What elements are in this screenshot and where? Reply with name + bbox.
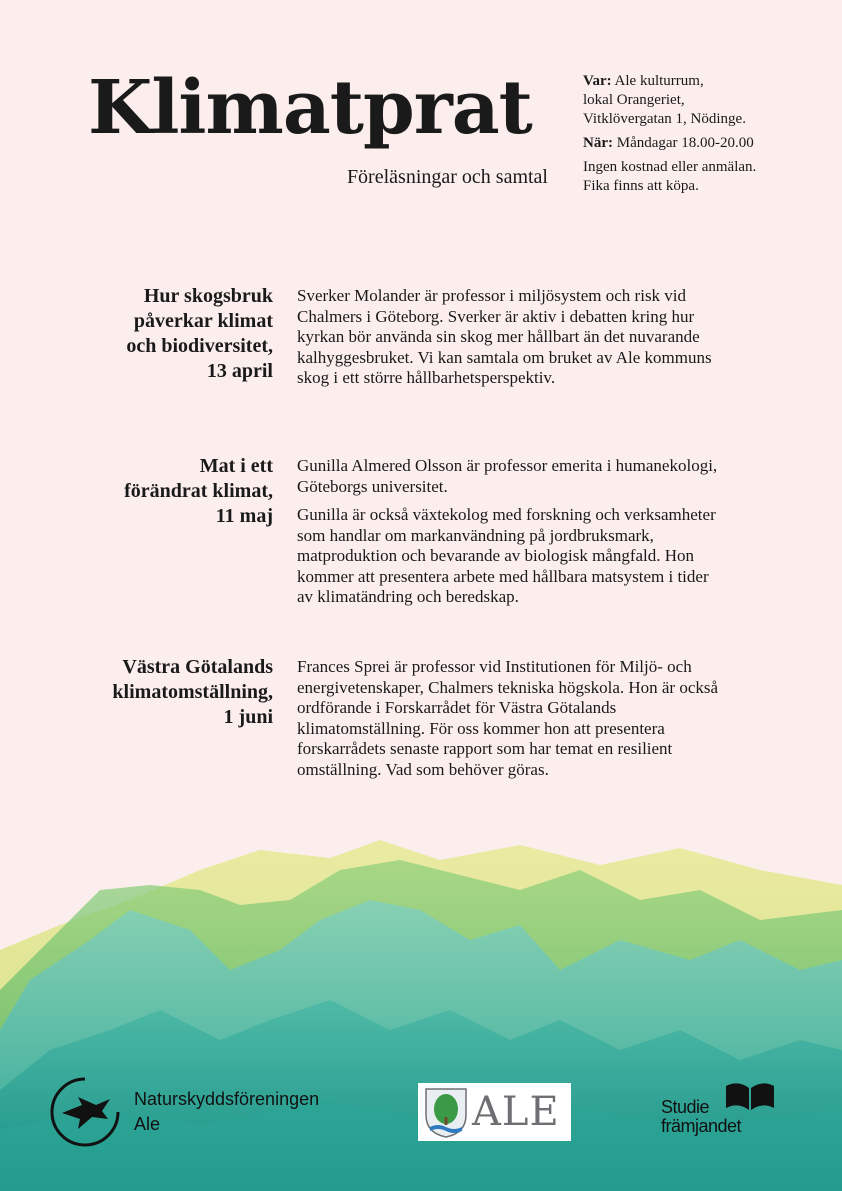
talk-paragraph: Gunilla är också växtekolog med forskning och verksamheter som handlar om markanvändning på jordbruksmark, matproduktion och bevarande av biologisk mångfald. Hon kommer att presentera arbete med hållbara matsystem i tider av klimatändring och beredskap. — [297, 505, 716, 606]
when-label: När: — [583, 135, 613, 151]
ale-crest-icon — [422, 1085, 470, 1139]
event-info — [583, 72, 833, 201]
ale-logo — [418, 1083, 571, 1141]
studiefromjandet-logo — [660, 1082, 780, 1142]
note-line-2: Fika finns att köpa. — [583, 178, 699, 194]
studie-line-2: främjandet — [661, 1116, 742, 1136]
note-block — [583, 158, 833, 196]
where-line-3: Vitklövergatan 1, Nödinge. — [583, 111, 746, 127]
talk-heading-line: 11 maj — [215, 505, 273, 527]
bird-icon — [48, 1075, 122, 1149]
ale-wordmark: ALE — [472, 1089, 560, 1135]
talk-paragraph: Gunilla Almered Olsson är professor emerita i humanekologi, Göteborgs universitet. — [297, 456, 718, 496]
naturskydd-sub: Ale — [134, 1114, 161, 1134]
talk-heading-line: klimatomställning, — [112, 681, 273, 703]
when-block — [583, 134, 833, 153]
where-label: Var: — [583, 73, 612, 89]
where-line-1: Ale kulturrum, — [614, 73, 704, 89]
page-subtitle: Föreläsningar och samtal — [346, 166, 548, 188]
talk-paragraph: Sverker Molander är professor i miljösystem och risk vid Chalmers i Göteborg. Sverker är aktiv i debatten kring hur kyrkan bör använda sin skog mer hållbart än det nuvarande kalhyggesbruket. Vi kan samtala om bruket av Ale kommuns skog i ett större hållbarhetsperspektiv. — [297, 286, 712, 387]
talk-heading-line: och biodiversitet, — [126, 335, 273, 357]
naturskyddsforeningen-logo — [48, 1075, 368, 1150]
talk-heading-line: Hur skogsbruk — [143, 285, 273, 307]
talk-3-heading — [80, 655, 273, 730]
page-title: Klimatprat — [88, 65, 532, 151]
talk-heading-line: påverkar klimat — [133, 310, 273, 332]
talk-2-heading — [80, 454, 273, 529]
talk-heading-line: förändrat klimat, — [124, 480, 273, 502]
talk-3-body — [297, 657, 722, 788]
where-block — [583, 72, 833, 129]
when-value: Måndagar 18.00-20.00 — [616, 135, 754, 151]
talk-heading-line: 1 juni — [223, 706, 273, 728]
naturskydd-name: Naturskyddsföreningen — [134, 1089, 320, 1109]
talk-heading-line: 13 april — [206, 360, 273, 382]
note-line-1: Ingen kostnad eller anmälan. — [583, 159, 757, 175]
talk-heading-line: Mat i ett — [199, 455, 273, 477]
studie-line-1: Studie — [661, 1097, 710, 1117]
where-line-2: lokal Orangeriet, — [583, 92, 685, 108]
talk-2-body — [297, 456, 722, 616]
talk-paragraph: Frances Sprei är professor vid Institutionen för Miljö- och energivetenskaper, Chalmers tekniska högskola. Hon är också ordförande i Forskarrådet för Västra Götalands klimatomställning. För oss kommer hon att presentera forskarrådets senaste rapport som har temat en resilient omställning. Vad som behöver göras. — [297, 657, 719, 779]
talk-1-body — [297, 286, 722, 397]
talk-heading-line: Västra Götalands — [122, 656, 273, 678]
open-book-icon — [724, 1082, 776, 1112]
talk-1-heading — [80, 284, 273, 384]
